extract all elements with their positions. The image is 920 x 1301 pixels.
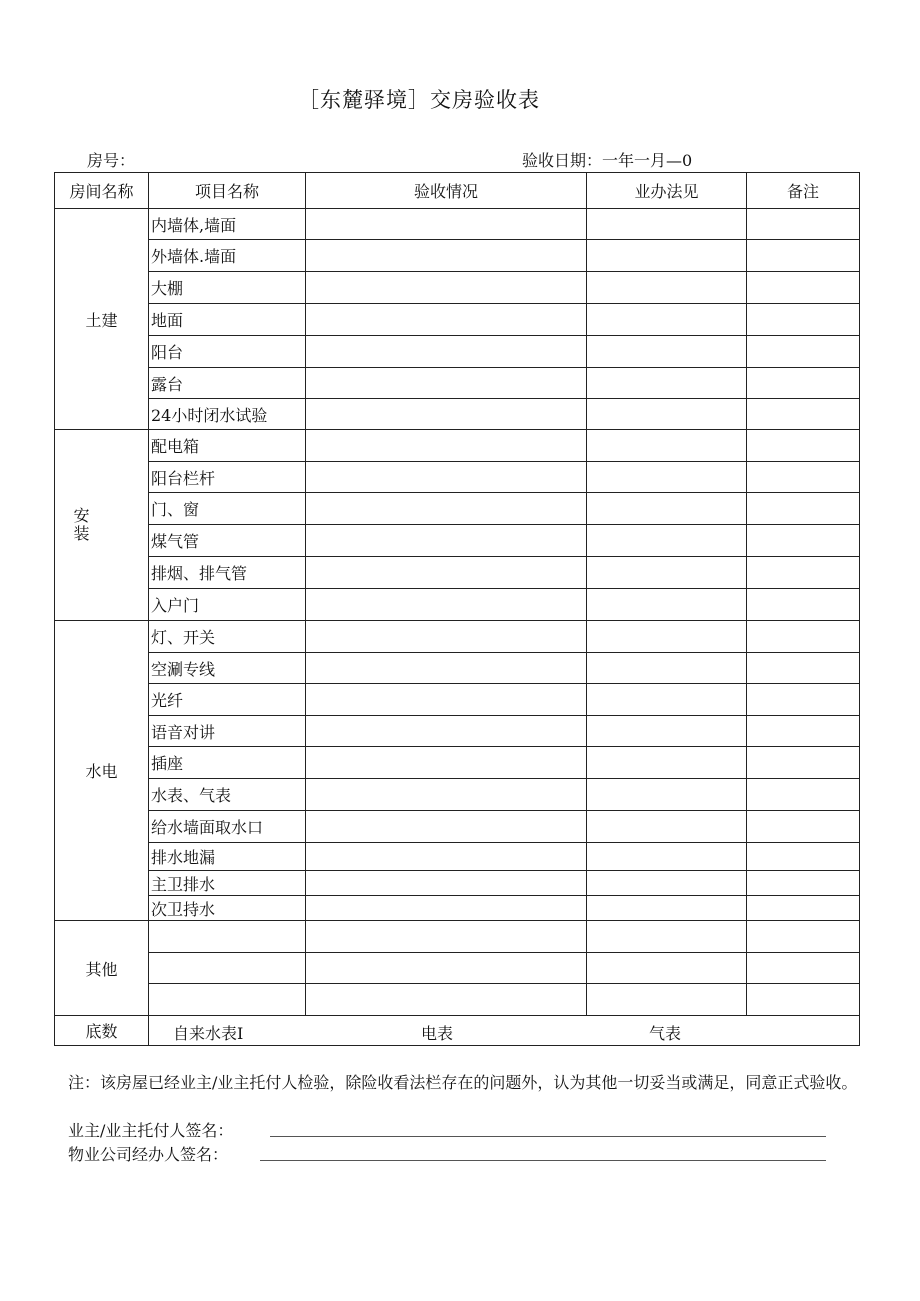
opinion-cell[interactable]	[587, 811, 747, 843]
opinion-cell[interactable]	[587, 557, 747, 589]
opinion-cell[interactable]	[587, 653, 747, 684]
opinion-cell[interactable]	[587, 921, 747, 953]
property-signature-line[interactable]	[260, 1160, 826, 1161]
item-label: 排烟、排气管	[149, 557, 306, 589]
header-room-name: 房间名称	[55, 173, 149, 209]
status-cell[interactable]	[306, 462, 587, 493]
status-cell[interactable]	[306, 589, 587, 621]
item-label: 给水墙面取水口	[149, 811, 306, 843]
item-label: 门、窗	[149, 493, 306, 525]
item-label: 阳台	[149, 336, 306, 368]
opinion-cell[interactable]	[587, 368, 747, 399]
table-row	[55, 921, 860, 953]
table-row	[55, 811, 860, 843]
owner-signature-label: 业主/业主托付人签名：	[68, 1121, 234, 1140]
opinion-cell[interactable]	[587, 779, 747, 811]
item-label: 外墙体.墙面	[149, 240, 306, 272]
header-remarks: 备注	[747, 173, 860, 209]
owner-signature-line[interactable]	[270, 1136, 826, 1137]
status-cell[interactable]	[306, 240, 587, 272]
remark-cell[interactable]	[747, 399, 860, 430]
opinion-cell[interactable]	[587, 462, 747, 493]
status-cell[interactable]	[306, 399, 587, 430]
opinion-cell[interactable]	[587, 525, 747, 557]
item-label: 灯、开关	[149, 621, 306, 653]
table-row	[55, 871, 860, 896]
table-row	[55, 843, 860, 871]
item-label: 露台	[149, 368, 306, 399]
remark-cell[interactable]	[747, 811, 860, 843]
opinion-cell[interactable]	[587, 493, 747, 525]
status-cell[interactable]	[306, 984, 587, 1016]
opinion-cell[interactable]	[587, 589, 747, 621]
status-cell[interactable]	[306, 493, 587, 525]
item-label: 煤气管	[149, 525, 306, 557]
water-meter-label: 自来水表I	[173, 1024, 244, 1043]
remark-cell[interactable]	[747, 921, 860, 953]
status-cell[interactable]	[306, 811, 587, 843]
status-cell[interactable]	[306, 621, 587, 653]
table-row	[55, 557, 860, 589]
table-row	[55, 493, 860, 525]
form-title: ［东麓驿境］交房验收表	[298, 88, 540, 112]
table-header-row	[55, 173, 860, 209]
header-inspection-status: 验收情况	[306, 173, 587, 209]
status-cell[interactable]	[306, 557, 587, 589]
meter-reading-row	[55, 1016, 860, 1046]
status-cell[interactable]	[306, 896, 587, 921]
remark-cell[interactable]	[747, 240, 860, 272]
item-label: 插座	[149, 747, 306, 779]
opinion-cell[interactable]	[587, 684, 747, 716]
section-installation	[55, 430, 149, 621]
status-cell[interactable]	[306, 843, 587, 871]
remark-cell[interactable]	[747, 493, 860, 525]
remark-cell[interactable]	[747, 896, 860, 921]
item-label: 主卫排水	[149, 871, 306, 896]
table-row	[55, 653, 860, 684]
status-cell[interactable]	[306, 921, 587, 953]
item-label: 地面	[149, 304, 306, 336]
opinion-cell[interactable]	[587, 336, 747, 368]
table-row	[55, 336, 860, 368]
remark-cell[interactable]	[747, 984, 860, 1016]
status-cell[interactable]	[306, 368, 587, 399]
opinion-cell[interactable]	[587, 896, 747, 921]
item-label[interactable]	[149, 921, 306, 953]
status-cell[interactable]	[306, 953, 587, 984]
opinion-cell[interactable]	[587, 871, 747, 896]
gas-meter-label: 气表	[649, 1024, 682, 1043]
opinion-cell[interactable]	[587, 240, 747, 272]
table-row	[55, 272, 860, 304]
status-cell[interactable]	[306, 747, 587, 779]
meter-reading-cell[interactable]	[149, 1016, 860, 1046]
table-row	[55, 209, 860, 240]
opinion-cell[interactable]	[587, 621, 747, 653]
item-label: 空涮专线	[149, 653, 306, 684]
remark-cell[interactable]	[747, 557, 860, 589]
remark-cell[interactable]	[747, 304, 860, 336]
table-row	[55, 399, 860, 430]
opinion-cell[interactable]	[587, 953, 747, 984]
item-label: 入户门	[149, 589, 306, 621]
table-row	[55, 747, 860, 779]
table-row	[55, 684, 860, 716]
remark-cell[interactable]	[747, 843, 860, 871]
table-row	[55, 589, 860, 621]
item-label: 排水地漏	[149, 843, 306, 871]
electric-meter-label: 电表	[421, 1024, 454, 1043]
acceptance-note: 注：该房屋已经业主/业主托付人检验，除险收看法栏存在的问题外，认为其他一切妥当或满足，同意正式验收。	[68, 1073, 858, 1092]
remark-cell[interactable]	[747, 368, 860, 399]
property-signature-label: 物业公司经办人签名：	[68, 1145, 229, 1164]
remark-cell[interactable]	[747, 621, 860, 653]
table-row	[55, 430, 860, 462]
table-row	[55, 368, 860, 399]
section-other: 其他	[55, 921, 149, 1016]
opinion-cell[interactable]	[587, 984, 747, 1016]
table-row	[55, 953, 860, 984]
table-row	[55, 984, 860, 1016]
opinion-cell[interactable]	[587, 272, 747, 304]
opinion-cell[interactable]	[587, 399, 747, 430]
opinion-cell[interactable]	[587, 430, 747, 462]
remark-cell[interactable]	[747, 462, 860, 493]
remark-cell[interactable]	[747, 747, 860, 779]
status-cell[interactable]	[306, 653, 587, 684]
opinion-cell[interactable]	[587, 209, 747, 240]
inspection-date-label: 验收日期：一年一月—0	[522, 151, 693, 170]
opinion-cell[interactable]	[587, 747, 747, 779]
section-installation-label: 安装	[73, 506, 90, 543]
item-label: 配电箱	[149, 430, 306, 462]
opinion-cell[interactable]	[587, 304, 747, 336]
section-civil: 土建	[55, 209, 149, 430]
item-label: 阳台栏杆	[149, 462, 306, 493]
item-label[interactable]	[149, 953, 306, 984]
remark-cell[interactable]	[747, 684, 860, 716]
remark-cell[interactable]	[747, 209, 860, 240]
remark-cell[interactable]	[747, 272, 860, 304]
remark-cell[interactable]	[747, 653, 860, 684]
item-label[interactable]	[149, 984, 306, 1016]
section-water-electric: 水电	[55, 621, 149, 921]
table-row	[55, 525, 860, 557]
remark-cell[interactable]	[747, 953, 860, 984]
status-cell[interactable]	[306, 336, 587, 368]
status-cell[interactable]	[306, 779, 587, 811]
table-row	[55, 240, 860, 272]
status-cell[interactable]	[306, 430, 587, 462]
inspection-table	[54, 172, 860, 1046]
table-row	[55, 779, 860, 811]
header-opinion: 业办法见	[587, 173, 747, 209]
status-cell[interactable]	[306, 716, 587, 747]
item-label: 水表、气表	[149, 779, 306, 811]
item-label: 次卫持水	[149, 896, 306, 921]
remark-cell[interactable]	[747, 716, 860, 747]
room-number-label: 房号：	[87, 151, 136, 170]
status-cell[interactable]	[306, 209, 587, 240]
header-item-name: 项目名称	[149, 173, 306, 209]
item-label: 语音对讲	[149, 716, 306, 747]
table-row	[55, 896, 860, 921]
meter-reading-label: 底数	[55, 1016, 149, 1046]
table-row	[55, 621, 860, 653]
status-cell[interactable]	[306, 871, 587, 896]
table-row	[55, 716, 860, 747]
remark-cell[interactable]	[747, 589, 860, 621]
remark-cell[interactable]	[747, 430, 860, 462]
table-row	[55, 462, 860, 493]
status-cell[interactable]	[306, 272, 587, 304]
status-cell[interactable]	[306, 304, 587, 336]
opinion-cell[interactable]	[587, 716, 747, 747]
item-label: 24小时闭水试验	[149, 399, 306, 430]
remark-cell[interactable]	[747, 871, 860, 896]
item-label: 内墙体,墙面	[149, 209, 306, 240]
status-cell[interactable]	[306, 684, 587, 716]
remark-cell[interactable]	[747, 336, 860, 368]
opinion-cell[interactable]	[587, 843, 747, 871]
item-label: 光纤	[149, 684, 306, 716]
table-row	[55, 304, 860, 336]
remark-cell[interactable]	[747, 779, 860, 811]
remark-cell[interactable]	[747, 525, 860, 557]
item-label: 大棚	[149, 272, 306, 304]
status-cell[interactable]	[306, 525, 587, 557]
